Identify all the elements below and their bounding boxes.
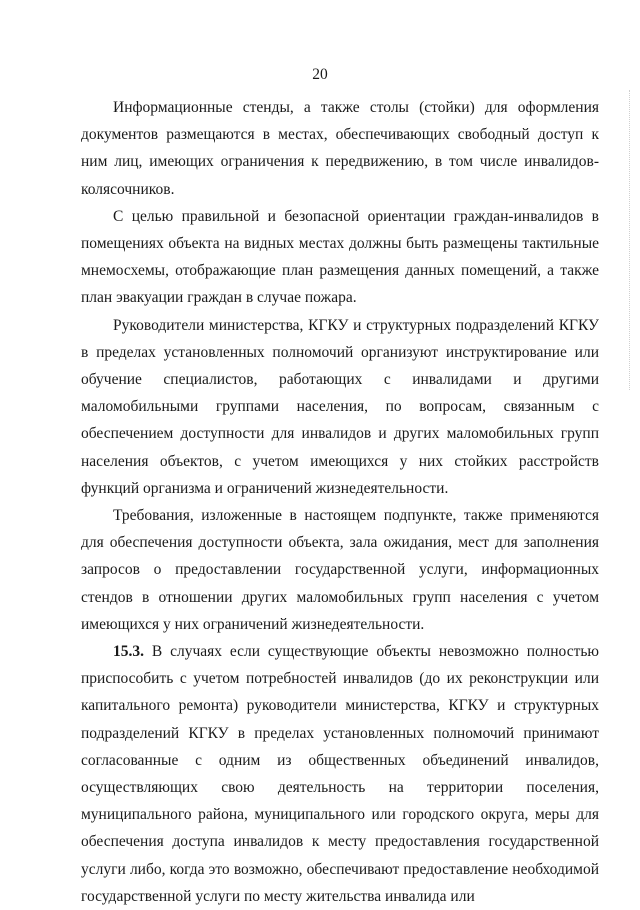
paragraph-staff-training: Руководители министерства, КГКУ и структурных подразделений КГКУ в пределах установленных полномочий организуют инструктирование или обучение специалистов, работающих с инвалидами и другими маломобильными группами населения, по вопросам, связанным с обеспечением доступности для инвалидов и других маломобильных групп населения объектов, с учетом имеющихся у них стойких расстройств функций организма и ограничений жизнедеятельности. bbox=[81, 316, 599, 497]
section-label: 15.3. bbox=[113, 643, 144, 661]
section-15-3-text: В случаях если существующие объекты невозможно полностью приспособить с учетом потребностей инвалидов (до их реконструкции или капитального ремонта) руководители министерства, КГКУ и структурных подразделений КГКУ в пределах установленных полномочий принимают согласованные с одним из общественных объединений инвалидов, осуществляющих свою деятельность на территории поселения, муниципального района, муниципального или городского округа, меры для обеспечения доступа инвалидов к месту предоставления государственной услуги либо, когда это возможно, обеспечивают предоставление необходимой государственной услуги по месту жительства инвалида или bbox=[81, 643, 599, 905]
paragraph-info-stands: Информационные стенды, а также столы (стойки) для оформления документов размещаются в местах, обеспечивающих свободный доступ к ним лиц, имеющих ограничения к передвижению, в том числе инвалидов-колясочников. bbox=[81, 99, 599, 198]
page-number: 20 bbox=[312, 66, 328, 83]
paragraph-section-15-3 bbox=[81, 638, 599, 910]
margin-marks bbox=[629, 90, 632, 390]
document-body bbox=[81, 94, 599, 910]
paragraph-requirements: Требования, изложенные в настоящем подпункте, также применяются для обеспечения доступности объекта, зала ожидания, мест для заполнения запросов о предоставлении государственной услуги, информационных стендов в отношении других маломобильных групп населения с учетом имеющихся у них ограничений жизнедеятельности. bbox=[81, 507, 599, 633]
paragraph-tactile-schemes: С целью правильной и безопасной ориентации граждан-инвалидов в помещениях объекта на видных местах должны быть размещены тактильные мнемосхемы, отображающие план размещения данных помещений, а также план эвакуации граждан в случае пожара. bbox=[81, 207, 599, 307]
